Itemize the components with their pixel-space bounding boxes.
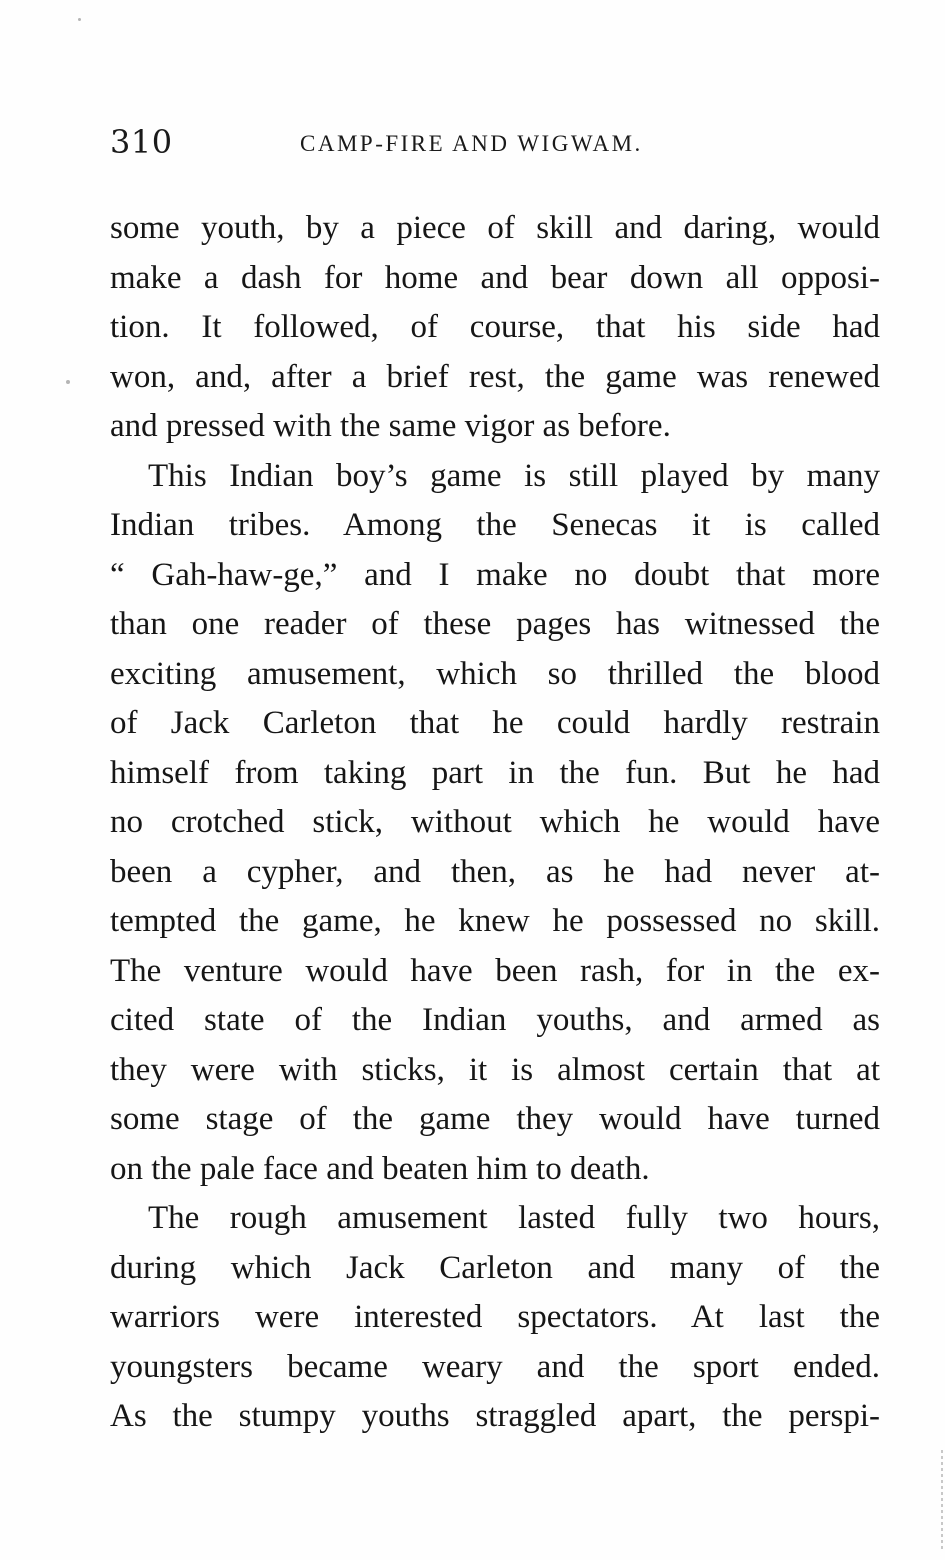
text-line: been a cypher, and then, as he had never at- bbox=[110, 853, 880, 890]
page-number: 310 bbox=[110, 123, 173, 161]
text-line: The venture would have been rash, for in the ex- bbox=[110, 952, 880, 989]
text-line: tion. It followed, of course, that his side had bbox=[110, 309, 880, 345]
text-line: himself from taking part in the fun. But he had bbox=[110, 754, 880, 791]
text-line: cited state of the Indian youths, and armed as bbox=[110, 1002, 880, 1038]
text-line: tempted the game, he knew he possessed no skill. bbox=[110, 903, 880, 939]
text-line: As the stumpy youths straggled apart, the perspi- bbox=[110, 1398, 880, 1434]
text-line: and pressed with the same vigor as before. bbox=[110, 408, 671, 444]
text-line: Indian tribes. Among the Senecas it is called bbox=[110, 507, 880, 543]
paragraph bbox=[110, 204, 880, 452]
text-line: on the pale face and beaten him to death. bbox=[110, 1150, 650, 1187]
text-line: than one reader of these pages has witnessed the bbox=[110, 606, 880, 642]
text-line: some youth, by a piece of skill and daring, would bbox=[110, 210, 880, 246]
text-line: they were with sticks, it is almost certain that at bbox=[110, 1051, 880, 1088]
text-line: This Indian boy’s game is still played by many bbox=[148, 457, 880, 494]
text-line: during which Jack Carleton and many of the bbox=[110, 1249, 880, 1286]
text-line: of Jack Carleton that he could hardly restrain bbox=[110, 705, 880, 741]
scan-speck bbox=[66, 380, 70, 384]
text-line: make a dash for home and bear down all opposi- bbox=[110, 259, 880, 296]
body-text bbox=[110, 204, 880, 1442]
page-edge-mark bbox=[941, 1450, 943, 1550]
page-header bbox=[110, 123, 880, 163]
text-line: won, and, after a brief rest, the game was renewed bbox=[110, 358, 880, 395]
running-title: CAMP-FIRE AND WIGWAM. bbox=[300, 131, 643, 156]
text-line: warriors were interested spectators. At last the bbox=[110, 1299, 880, 1335]
text-line: “ Gah-haw-ge,” and I make no doubt that more bbox=[110, 556, 880, 593]
text-line: The rough amusement lasted fully two hours, bbox=[148, 1200, 880, 1236]
paragraph bbox=[110, 1194, 880, 1442]
text-line: no crotched stick, without which he would have bbox=[110, 804, 880, 840]
text-line: exciting amusement, which so thrilled the blood bbox=[110, 655, 880, 692]
text-line: some stage of the game they would have turned bbox=[110, 1101, 880, 1137]
paragraph bbox=[110, 452, 880, 1195]
text-line: youngsters became weary and the sport ended. bbox=[110, 1348, 880, 1385]
scan-speck bbox=[78, 18, 81, 21]
